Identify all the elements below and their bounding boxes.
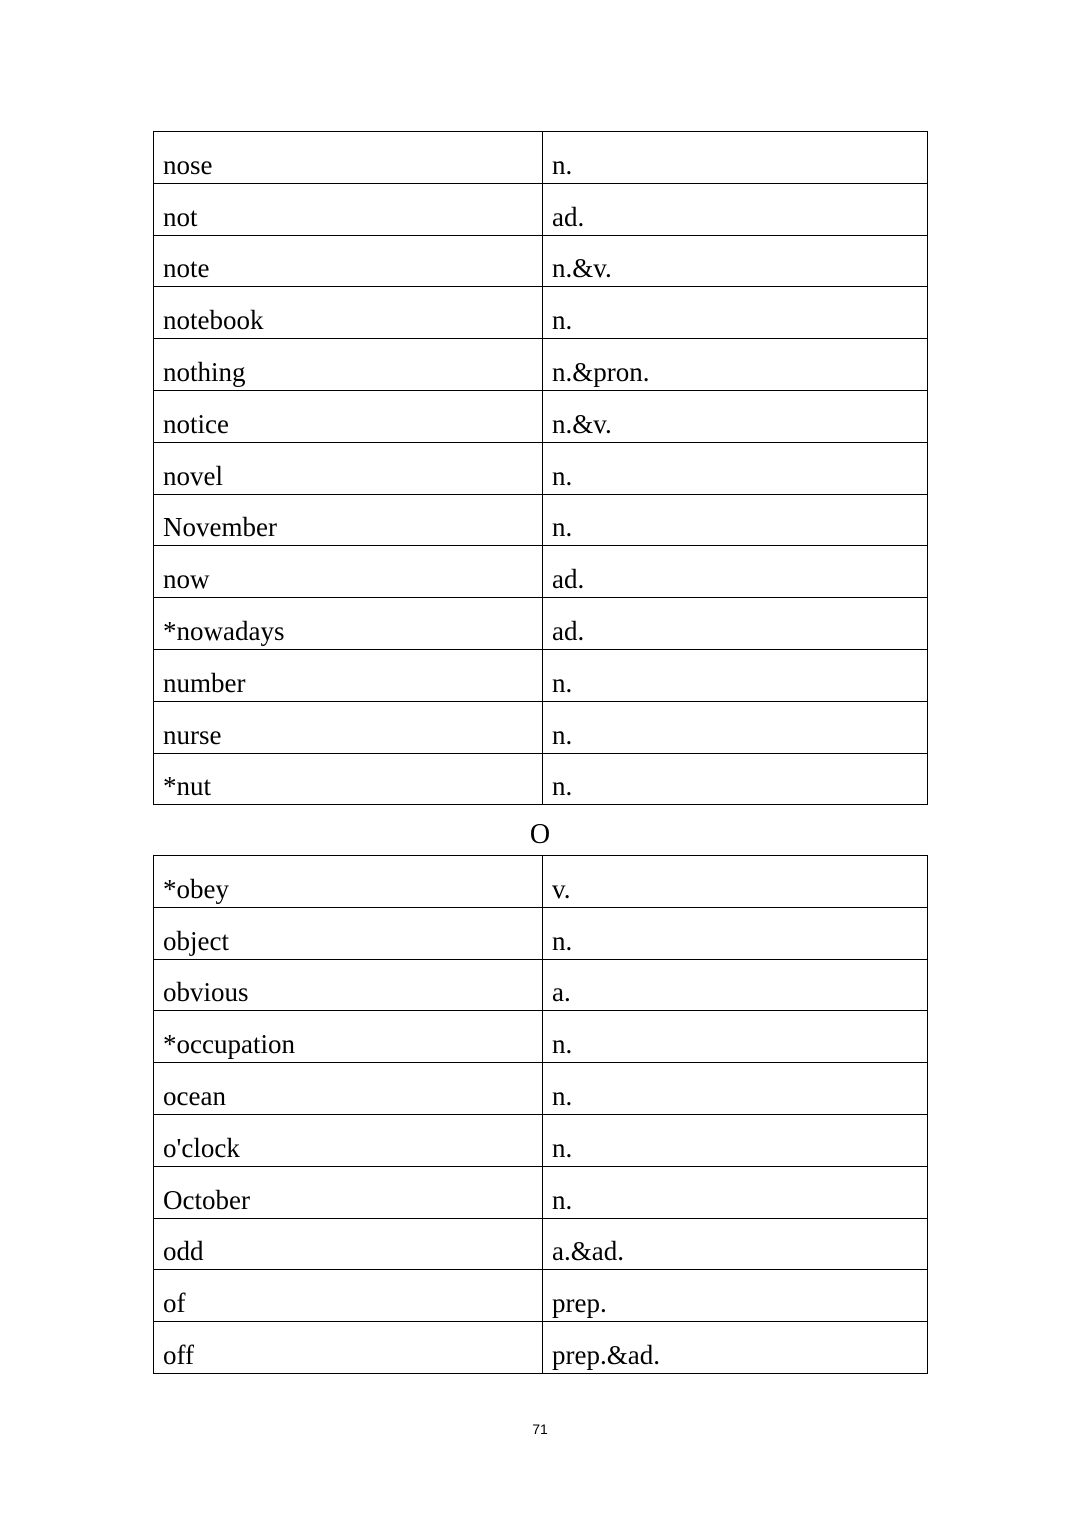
pos-text: n. <box>552 1029 573 1060</box>
pos-cell <box>543 494 928 546</box>
table-row <box>154 1270 928 1322</box>
table-row <box>154 1322 928 1374</box>
table-row <box>154 701 928 753</box>
pos-cell <box>543 701 928 753</box>
word-cell <box>154 494 543 546</box>
pos-text: n. <box>552 719 573 750</box>
pos-text: n.&v. <box>552 408 612 439</box>
table-row <box>154 287 928 339</box>
vocab-table-o-body <box>154 856 928 1374</box>
table-row <box>154 1011 928 1063</box>
pos-cell <box>543 1322 928 1374</box>
word-text: off <box>163 1339 194 1370</box>
word-cell <box>154 1322 543 1374</box>
word-cell <box>154 856 543 908</box>
pos-text: a.&ad. <box>552 1236 624 1267</box>
pos-text: n. <box>552 460 573 491</box>
word-text: October <box>163 1184 250 1215</box>
word-cell <box>154 1270 543 1322</box>
table-row <box>154 1218 928 1270</box>
word-cell <box>154 1114 543 1166</box>
word-cell <box>154 132 543 184</box>
word-text: odd <box>163 1236 204 1267</box>
pos-cell <box>543 132 928 184</box>
word-text: number <box>163 667 246 698</box>
table-row <box>154 235 928 287</box>
word-text: not <box>163 201 198 232</box>
word-cell <box>154 598 543 650</box>
pos-text: n. <box>552 667 573 698</box>
section-letter-o: O <box>529 819 551 850</box>
word-cell <box>154 442 543 494</box>
word-cell <box>154 1166 543 1218</box>
pos-cell <box>543 442 928 494</box>
word-cell <box>154 235 543 287</box>
pos-cell <box>543 598 928 650</box>
pos-cell <box>543 1063 928 1115</box>
word-cell <box>154 701 543 753</box>
word-text: *obey <box>163 873 229 904</box>
word-text: November <box>163 512 277 543</box>
vocab-table-o <box>153 855 928 1374</box>
table-row <box>154 339 928 391</box>
pos-cell <box>543 390 928 442</box>
pos-cell <box>543 1218 928 1270</box>
word-text: object <box>163 925 229 956</box>
pos-cell <box>543 907 928 959</box>
word-text: nurse <box>163 719 222 750</box>
word-text: notice <box>163 408 229 439</box>
pos-cell <box>543 1011 928 1063</box>
word-text: o'clock <box>163 1132 240 1163</box>
pos-text: n. <box>552 925 573 956</box>
pos-cell <box>543 753 928 805</box>
pos-cell <box>543 339 928 391</box>
pos-cell <box>543 1166 928 1218</box>
word-cell <box>154 1011 543 1063</box>
word-text: note <box>163 253 210 284</box>
word-text: *occupation <box>163 1029 295 1060</box>
pos-cell <box>543 546 928 598</box>
vocab-table-n <box>153 131 928 805</box>
pos-text: n. <box>552 771 573 802</box>
pos-text: prep.&ad. <box>552 1339 660 1370</box>
word-cell <box>154 546 543 598</box>
pos-cell <box>543 235 928 287</box>
word-text: ocean <box>163 1080 226 1111</box>
pos-text: n. <box>552 1132 573 1163</box>
pos-text: n. <box>552 512 573 543</box>
word-text: now <box>163 564 210 595</box>
word-cell <box>154 649 543 701</box>
word-text: nothing <box>163 356 246 387</box>
word-cell <box>154 753 543 805</box>
pos-text: ad. <box>552 201 585 232</box>
pos-text: n.&pron. <box>552 356 650 387</box>
word-text: novel <box>163 460 223 491</box>
pos-text: n. <box>552 1080 573 1111</box>
table-row <box>154 1063 928 1115</box>
word-cell <box>154 339 543 391</box>
table-row <box>154 442 928 494</box>
word-text: obvious <box>163 977 249 1008</box>
page-number: 71 <box>532 1421 548 1437</box>
word-cell <box>154 959 543 1011</box>
pos-text: a. <box>552 977 571 1008</box>
word-text: *nut <box>163 771 212 802</box>
word-text: nose <box>163 149 213 180</box>
pos-cell <box>543 183 928 235</box>
pos-text: n. <box>552 305 573 336</box>
pos-cell <box>543 959 928 1011</box>
table-row <box>154 1114 928 1166</box>
table-row <box>154 546 928 598</box>
table-row <box>154 494 928 546</box>
word-cell <box>154 287 543 339</box>
pos-cell <box>543 856 928 908</box>
pos-cell <box>543 649 928 701</box>
pos-text: ad. <box>552 615 585 646</box>
table-row <box>154 132 928 184</box>
word-text: of <box>163 1288 186 1319</box>
pos-text: prep. <box>552 1288 607 1319</box>
word-text: notebook <box>163 305 264 336</box>
table-row <box>154 1166 928 1218</box>
pos-cell <box>543 1270 928 1322</box>
table-row <box>154 753 928 805</box>
pos-text: n. <box>552 149 573 180</box>
word-cell <box>154 1063 543 1115</box>
pos-text: n. <box>552 1184 573 1215</box>
pos-text: v. <box>552 873 571 904</box>
word-cell <box>154 1218 543 1270</box>
word-cell <box>154 183 543 235</box>
word-text: *nowadays <box>163 615 285 646</box>
table-row <box>154 907 928 959</box>
word-cell <box>154 907 543 959</box>
table-row <box>154 959 928 1011</box>
table-row <box>154 598 928 650</box>
table-row <box>154 183 928 235</box>
vocab-table-n-body <box>154 132 928 805</box>
pos-cell <box>543 287 928 339</box>
table-row <box>154 390 928 442</box>
word-cell <box>154 390 543 442</box>
table-row <box>154 649 928 701</box>
table-row <box>154 856 928 908</box>
pos-text: n.&v. <box>552 253 612 284</box>
pos-cell <box>543 1114 928 1166</box>
pos-text: ad. <box>552 564 585 595</box>
